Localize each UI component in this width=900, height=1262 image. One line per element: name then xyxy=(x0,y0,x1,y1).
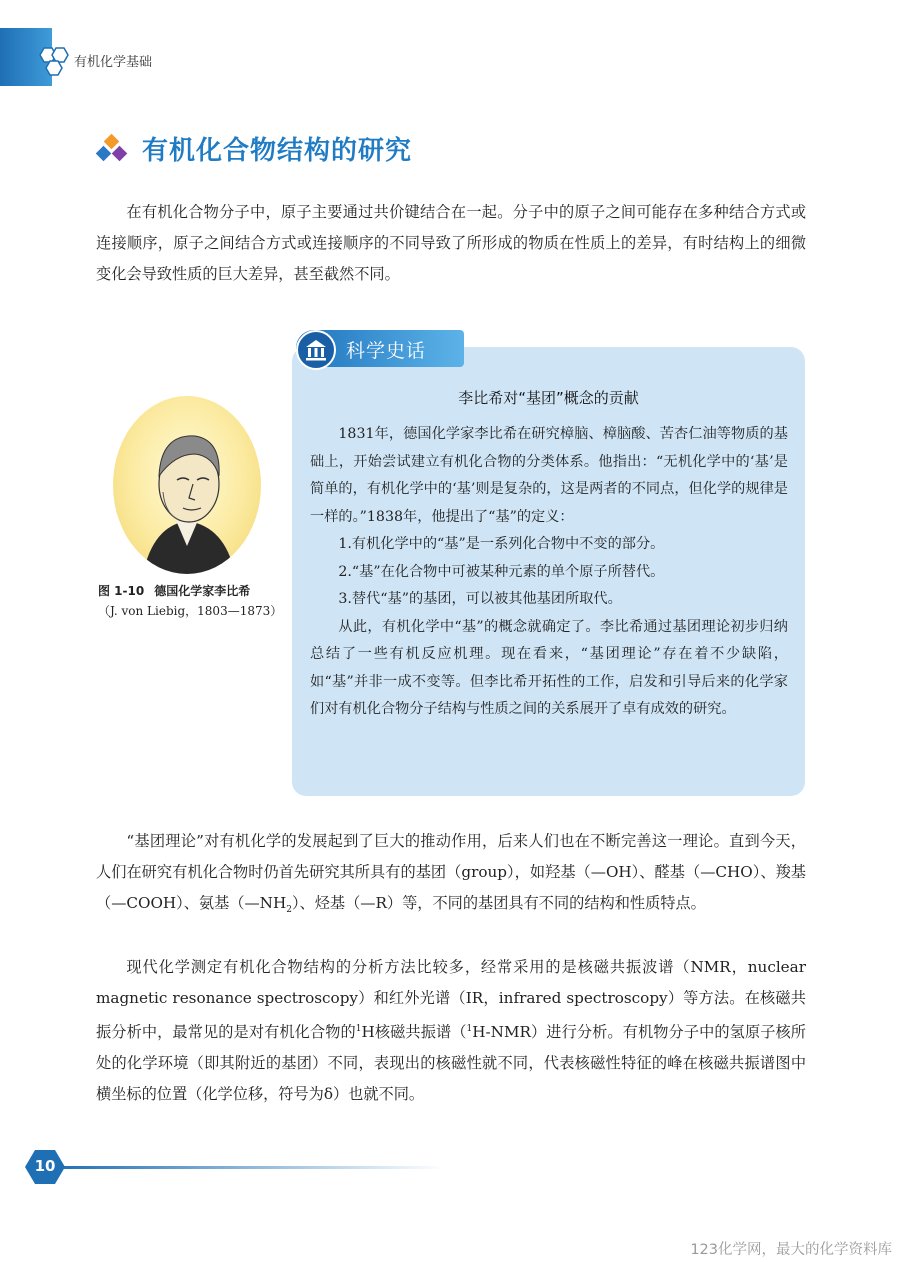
museum-icon xyxy=(296,330,336,370)
body-paragraph-3 xyxy=(96,952,806,1110)
p2-text-a: “基团理论”对有机化学的发展起到了巨大的推动作用，后来人们也在不断完善这一理论。直到今天，人们在研究有机化合物时仍首先研究其所具有的基团（group），如羟基（—OH）、醛基（—CHO）、羧基（—COOH）、氨基（—NH xyxy=(96,832,806,912)
section-title: 有机化合物结构的研究 xyxy=(142,136,413,166)
figure-number: 图 1-10 xyxy=(98,584,145,598)
box-list-item: 1.有机化学中的“基”是一系列化合物中不变的部分。 xyxy=(338,536,665,552)
cubes-icon xyxy=(96,134,128,164)
box-text xyxy=(310,421,788,724)
hexagon-logo-icon xyxy=(34,44,74,80)
footer-line xyxy=(55,1166,445,1169)
p3-text-b: H核磁共振谱（ xyxy=(361,1023,467,1042)
box-paragraph: 1831年，德国化学家李比希在研究樟脑、樟脑酸、苦杏仁油等物质的基础上，开始尝试建立有机化合物的分类体系。他指出：“无机化学中的‘基’是简单的，有机化学中的‘基’则是复杂的，这是两者的不同点，但化学的规律是一样的。”1838年，他提出了“基”的定义： xyxy=(310,426,788,525)
p2-text-b: ）、烃基（—R）等，不同的基团具有不同的结构和性质特点。 xyxy=(291,894,706,912)
p3-superscript-2: 1 xyxy=(466,1024,473,1034)
p3-text-c: H-NMR）进行分析。有机物分子中的氢原子核所处的化学环境（即其附近的基团）不同，表现出的核磁性就不同，代表核磁性特征的峰在核磁共振谱图中横坐标的位置（化学位移，符号为δ）也就不同。 xyxy=(96,1023,806,1104)
figure-subcaption: （J. von Liebig，1803—1873） xyxy=(98,604,283,618)
p3-superscript-1: 1 xyxy=(355,1024,362,1034)
figure-caption xyxy=(98,582,288,619)
box-list-item: 3.替代“基”的基团，可以被其他基团所取代。 xyxy=(338,591,622,607)
p3-text-a: 现代化学测定有机化合物结构的分析方法比较多，经常采用的是核磁共振波谱（NMR，nuclear magnetic resonance spectroscopy）和红外光谱（IR，infrared spectroscopy）等方法。在核磁共振分析中，最常见的是对有机化合物的 xyxy=(96,958,806,1042)
portrait-illustration xyxy=(113,396,261,574)
box-paragraph: 从此，有机化学中“基”的概念就确定了。李比希通过基团理论初步归纳总结了一些有机反应机理。现在看来，“基团理论”存在着不少缺陷，如“基”并非一成不变等。但李比希开拓性的工作，启发和引导后来的化学家们对有机化合物分子结构与性质之间的关系展开了卓有成效的研究。 xyxy=(310,618,788,717)
watermark: 123化学网，最大的化学资料库 xyxy=(690,1242,892,1258)
page-number: 10 xyxy=(34,1157,56,1175)
body-paragraph-2 xyxy=(96,826,806,926)
science-history-label: 科学史话 xyxy=(346,340,427,362)
portrait-figure xyxy=(113,396,261,574)
figure-caption-text: 德国化学家李比希 xyxy=(154,584,251,598)
body-paragraph-1: 在有机化合物分子中，原子主要通过共价键结合在一起。分子中的原子之间可能存在多种结合方式或连接顺序，原子之间结合方式或连接顺序的不同导致了所形成的物质在性质上的差异，有时结构上的细微变化会导致性质的巨大差异，甚至截然不同。 xyxy=(96,203,806,283)
p2-subscript: 2 xyxy=(286,905,292,916)
box-list-item: 2.“基”在化合物中可被某种元素的单个原子所替代。 xyxy=(338,563,665,580)
book-title: 有机化学基础 xyxy=(74,55,153,70)
box-title: 李比希对“基团”概念的贡献 xyxy=(458,389,639,407)
